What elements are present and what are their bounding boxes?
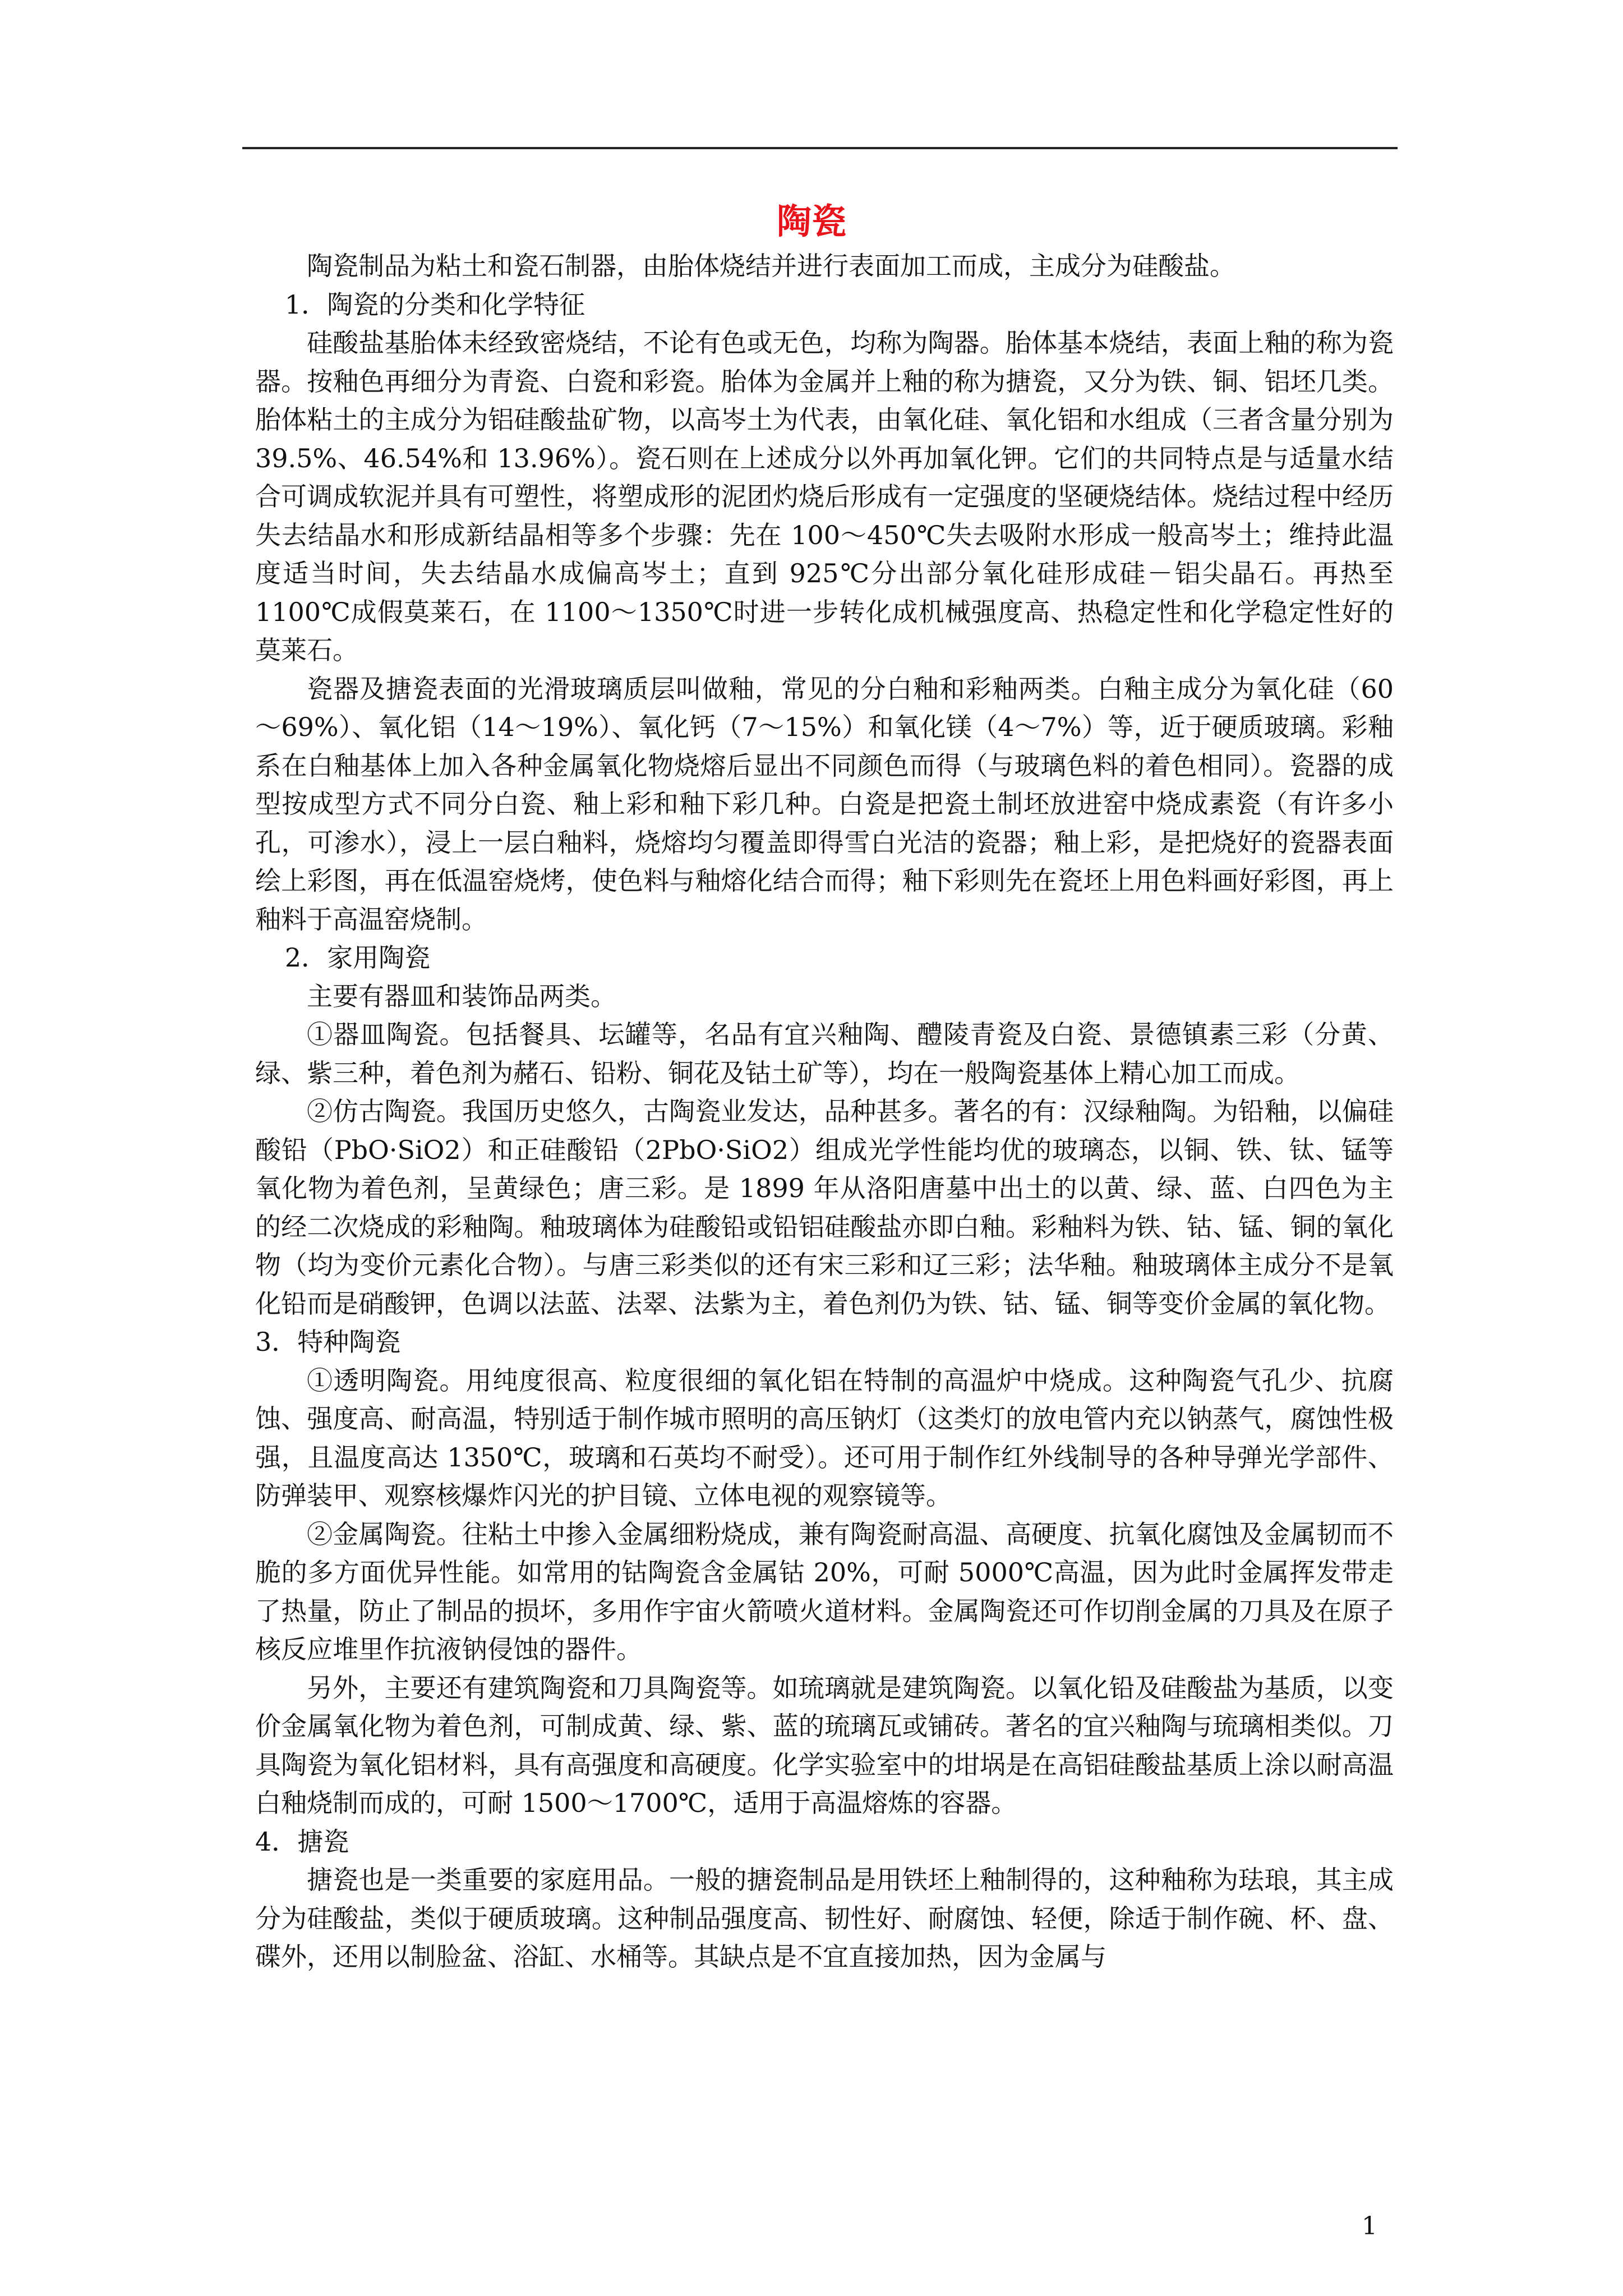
paragraph-antique-ceramics: ②仿古陶瓷。我国历史悠久，古陶瓷业发达，品种甚多。著名的有：汉绿釉陶。为铅釉，以偏硅酸铅（PbO·SiO2）和正硅酸铅（2PbO·SiO2）组成光学性能均优的玻璃态，以铜、铁、钛、锰等氧化物为着色剂，呈黄绿色；唐三彩。是 1899 年从洛阳唐墓中出土的以黄、绿、蓝、白四色为主的经二次烧成的彩釉陶。釉玻璃体为硅酸铅或铅铝硅酸盐亦即白釉。彩釉料为铁、钴、锰、铜的氧化物（均为变价元素化合物）。与唐三彩类似的还有宋三彩和辽三彩；法华釉。釉玻璃体主成分不是氧化铅而是硝酸钾，色调以法蓝、法翠、法紫为主，着色剂仍为铁、钴、锰、铜等变价金属的氧化物。 [255,1096,1394,1319]
section-heading-household: 2．家用陶瓷 [284,942,431,973]
intro-paragraph: 陶瓷制品为粘土和瓷石制器，由胎体烧结并进行表面加工而成，主成分为硅酸盐。 [307,251,1235,281]
section-heading-classification: 1．陶瓷的分类和化学特征 [284,289,585,320]
paragraph-enamel: 搪瓷也是一类重要的家庭用品。一般的搪瓷制品是用铁坯上釉制得的，这种釉称为珐琅，其主成分为硅酸盐，类似于硬质玻璃。这种制品强度高、韧性好、耐腐蚀、轻便，除适于制作碗、杯、盘、碟外，还用以制脸盆、浴缸、水桶等。其缺点是不宜直接加热，因为金属与 [255,1865,1394,1972]
paragraph-other-ceramics: 另外，主要还有建筑陶瓷和刀具陶瓷等。如琉璃就是建筑陶瓷。以氧化铅及硅酸盐为基质，以变价金属氧化物为着色剂，可制成黄、绿、紫、蓝的琉璃瓦或铺砖。著名的宜兴釉陶与琉璃相类似。刀具陶瓷为氧化铝材料，具有高强度和高硬度。化学实验室中的坩埚是在高铝硅酸盐基质上涂以耐高温白釉烧制而成的，可耐 1500～1700℃，适用于高温熔炼的容器。 [255,1672,1394,1818]
paragraph-household-intro: 主要有器皿和装饰品两类。 [307,981,616,1011]
section-heading-special: 3．特种陶瓷 [255,1327,401,1357]
header-rule [242,147,1398,149]
paragraph-vessel-ceramics: ①器皿陶瓷。包括餐具、坛罐等，名品有宜兴釉陶、醴陵青瓷及白瓷、景德镇素三彩（分黄、绿、紫三种，着色剂为赭石、铅粉、铜花及钴土矿等），均在一般陶瓷基体上精心加工而成。 [255,1019,1394,1088]
paragraph-metal-ceramics: ②金属陶瓷。往粘土中掺入金属细粉烧成，兼有陶瓷耐高温、高硬度、抗氧化腐蚀及金属韧而不脆的多方面优异性能。如常用的钴陶瓷含金属钴 20%，可耐 5000℃高温，因为此时金属挥发带走了热量，防止了制品的损坏，多用作宇宙火箭喷火道材料。金属陶瓷还可作切削金属的刀具及在原子核反应堆里作抗液钠侵蚀的器件。 [255,1519,1394,1664]
section-heading-enamel: 4．搪瓷 [255,1826,349,1857]
document-title: 陶瓷 [776,201,846,242]
paragraph-classification: 硅酸盐基胎体未经致密烧结，不论有色或无色，均称为陶器。胎体基本烧结，表面上釉的称为瓷器。按釉色再细分为青瓷、白瓷和彩瓷。胎体为金属并上釉的称为搪瓷，又分为铁、铜、铝坯几类。胎体粘土的主成分为铝硅酸盐矿物，以高岑土为代表，由氧化硅、氧化铝和水组成（三者含量分别为 39.5%、46.54%和 13.96%）。瓷石则在上述成分以外再加氧化钾。它们的共同特点是与适量水结合可调成软泥并具有可塑性，将塑成形的泥团灼烧后形成有一定强度的坚硬烧结体。烧结过程中经历失去结晶水和形成新结晶相等多个步骤：先在 100～450℃失去吸附水形成一般高岑土；维持此温度适当时间，失去结晶水成偏高岑土；直到 925℃分出部分氧化硅形成硅－铝尖晶石。再热至 1100℃成假莫莱石，在 1100～1350℃时进一步转化成机械强度高、热稳定性和化学稳定性好的莫莱石。 [255,328,1394,665]
paragraph-transparent-ceramics: ①透明陶瓷。用纯度很高、粒度很细的氧化铝在特制的高温炉中烧成。这种陶瓷气孔少、抗腐蚀、强度高、耐高温，特别适于制作城市照明的高压钠灯（这类灯的放电管内充以钠蒸气，腐蚀性极强，且温度高达 1350℃，玻璃和石英均不耐受）。还可用于制作红外线制导的各种导弹光学部件、防弹装甲、观察核爆炸闪光的护目镜、立体电视的观察镜等。 [255,1365,1394,1511]
paragraph-glaze: 瓷器及搪瓷表面的光滑玻璃质层叫做釉，常见的分白釉和彩釉两类。白釉主成分为氧化硅（60～69%）、氧化铝（14～19%）、氧化钙（7～15%）和氧化镁（4～7%）等，近于硬质玻璃。彩釉系在白釉基体上加入各种金属氧化物烧熔后显出不同颜色而得（与玻璃色料的着色相同）。瓷器的成型按成型方式不同分白瓷、釉上彩和釉下彩几种。白瓷是把瓷土制坯放进窑中烧成素瓷（有许多小孔，可渗水），浸上一层白釉料，烧熔均匀覆盖即得雪白光洁的瓷器；釉上彩，是把烧好的瓷器表面绘上彩图，再在低温窑烧烤，使色料与釉熔化结合而得；釉下彩则先在瓷坯上用色料画好彩图，再上釉料于高温窑烧制。 [255,673,1394,935]
page-number: 1 [1362,2212,1377,2240]
document-body [255,247,1394,1976]
